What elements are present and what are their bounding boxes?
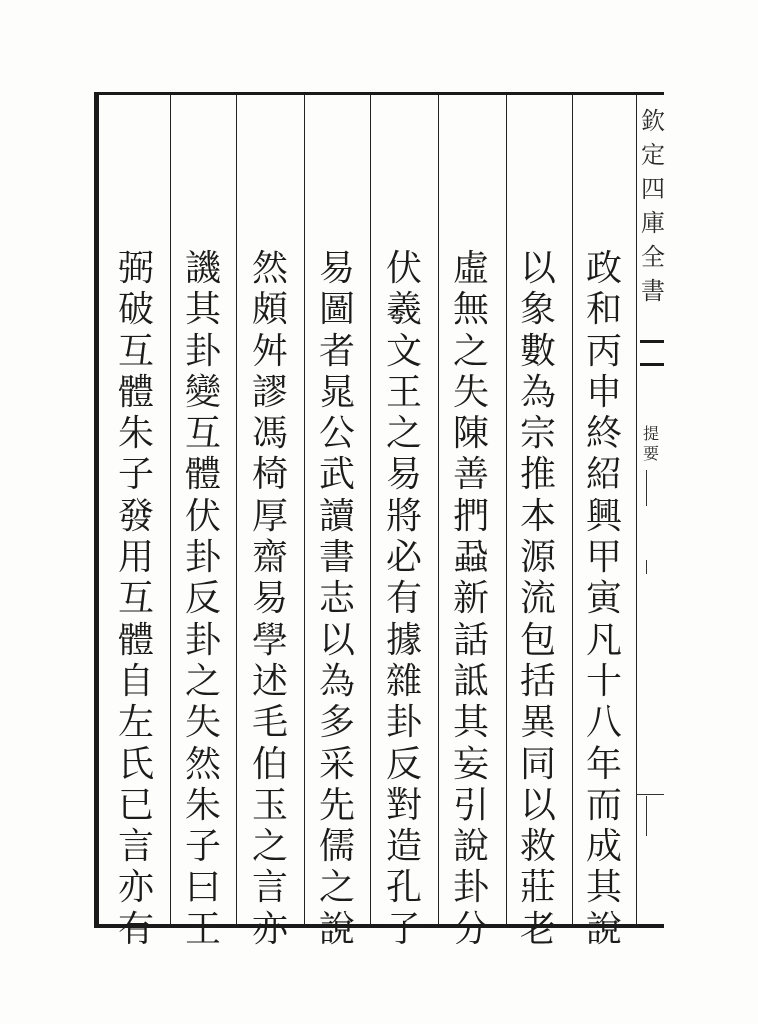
margin-title-char: 書: [641, 277, 665, 305]
column-char: 反: [184, 578, 221, 620]
text-column-3: [443, 248, 499, 950]
column-char: 詆: [452, 660, 489, 702]
margin-bottom-mark: [636, 794, 664, 795]
column-char: 救: [519, 826, 556, 868]
column-char: 甲: [585, 537, 622, 579]
margin-title-char: 定: [641, 141, 665, 169]
column-char: 先: [318, 784, 355, 826]
column-char: 以: [318, 619, 355, 661]
column-char: 之: [184, 660, 221, 702]
column-char: 體: [117, 619, 154, 661]
column-char: 據: [385, 619, 422, 661]
column-char: 子: [117, 454, 154, 496]
column-char: 毛: [251, 702, 288, 744]
column-rule: [506, 95, 507, 925]
column-char: 舛: [251, 330, 288, 372]
column-char: 括: [519, 660, 556, 702]
column-char: 對: [385, 784, 422, 826]
column-char: 其: [184, 289, 221, 331]
column-char: 學: [251, 619, 288, 661]
column-char: 十: [585, 660, 622, 702]
column-char: 分: [452, 908, 489, 950]
column-char: 妄: [452, 743, 489, 785]
column-rule: [304, 95, 305, 925]
column-char: 互: [117, 578, 154, 620]
column-char: 終: [585, 413, 622, 455]
column-char: 述: [251, 660, 288, 702]
column-char: 厚: [251, 495, 288, 537]
column-char: 說: [585, 908, 622, 950]
column-char: 齋: [251, 537, 288, 579]
column-rule: [636, 95, 637, 925]
column-char: 易: [318, 248, 355, 289]
column-char: 推: [519, 454, 556, 496]
column-char: 必: [385, 537, 422, 579]
column-rule: [572, 95, 573, 925]
column-char: 多: [318, 702, 355, 744]
column-char: 椅: [251, 454, 288, 496]
column-char: 雜: [385, 660, 422, 702]
column-char: 武: [318, 454, 355, 496]
text-column-8: [108, 248, 164, 950]
column-char: 體: [117, 371, 154, 413]
column-char: 采: [318, 743, 355, 785]
column-char: 陳: [452, 413, 489, 455]
column-char: 曰: [184, 867, 221, 909]
column-char: 圖: [318, 289, 355, 331]
column-char: 讀: [318, 495, 355, 537]
column-char: 孔: [385, 867, 422, 909]
column-char: 卦: [385, 702, 422, 744]
column-char: 本: [519, 495, 556, 537]
column-char: 將: [385, 495, 422, 537]
column-char: 亦: [117, 867, 154, 909]
column-char: 年: [585, 743, 622, 785]
column-char: 之: [251, 826, 288, 868]
column-char: 引: [452, 784, 489, 826]
column-char: 書: [318, 537, 355, 579]
text-column-2: [510, 248, 566, 950]
column-char: 志: [318, 578, 355, 620]
column-char: 伏: [385, 248, 422, 289]
column-char: 子: [184, 826, 221, 868]
column-char: 流: [519, 578, 556, 620]
column-char: 用: [117, 537, 154, 579]
text-column-5: [309, 248, 365, 950]
column-char: 和: [585, 289, 622, 331]
column-char: 蝨: [452, 537, 489, 579]
margin-label-char: 提: [642, 424, 659, 443]
column-char: 破: [117, 289, 154, 331]
margin-title-char: 欽: [641, 107, 665, 135]
column-char: 老: [519, 908, 556, 950]
column-char: 易: [251, 578, 288, 620]
column-char: 捫: [452, 495, 489, 537]
column-char: 莊: [519, 867, 556, 909]
column-char: 子: [385, 908, 422, 950]
column-char: 文: [385, 330, 422, 372]
column-rule: [236, 95, 237, 925]
text-column-6: [242, 248, 298, 950]
column-char: 譏: [184, 248, 221, 289]
column-char: 易: [385, 454, 422, 496]
margin-tick: [646, 796, 647, 836]
column-char: 體: [184, 454, 221, 496]
column-char: 王: [385, 371, 422, 413]
column-char: 朱: [184, 784, 221, 826]
margin-title-char: 全: [641, 243, 665, 271]
column-char: 丙: [585, 330, 622, 372]
column-char: 朱: [117, 413, 154, 455]
column-char: 說: [318, 908, 355, 950]
column-char: 馮: [251, 413, 288, 455]
column-char: 包: [519, 619, 556, 661]
column-char: 源: [519, 537, 556, 579]
column-char: 失: [184, 702, 221, 744]
column-char: 之: [452, 330, 489, 372]
column-char: 互: [184, 413, 221, 455]
column-char: 失: [452, 371, 489, 413]
column-rule: [170, 95, 171, 925]
column-char: 有: [117, 908, 154, 950]
column-char: 異: [519, 702, 556, 744]
column-char: 話: [452, 619, 489, 661]
column-char: 頗: [251, 289, 288, 331]
text-column-7: [175, 248, 231, 950]
column-char: 儒: [318, 826, 355, 868]
column-char: 言: [251, 867, 288, 909]
column-char: 凡: [585, 619, 622, 661]
column-char: 者: [318, 330, 355, 372]
column-char: 之: [318, 867, 355, 909]
column-char: 伏: [184, 495, 221, 537]
column-char: 晁: [318, 371, 355, 413]
margin-title-char: 庫: [641, 209, 665, 237]
column-char: 而: [585, 784, 622, 826]
column-char: 發: [117, 495, 154, 537]
column-char: 象: [519, 289, 556, 331]
text-column-4: [376, 248, 432, 950]
margin-label-char: 要: [642, 444, 659, 463]
column-char: 政: [585, 248, 622, 289]
column-char: 以: [519, 248, 556, 289]
column-char: 以: [519, 784, 556, 826]
column-char: 同: [519, 743, 556, 785]
column-char: 卦: [184, 537, 221, 579]
column-char: 然: [184, 743, 221, 785]
column-char: 弼: [117, 248, 154, 289]
fish-tail-mark: [640, 340, 664, 366]
margin-book-title: [638, 104, 668, 308]
column-char: 申: [585, 371, 622, 413]
column-char: 左: [117, 702, 154, 744]
column-char: 羲: [385, 289, 422, 331]
margin-tick: [646, 470, 647, 506]
column-char: 卦: [452, 867, 489, 909]
column-rule: [438, 95, 439, 925]
column-char: 互: [117, 330, 154, 372]
column-char: 反: [385, 743, 422, 785]
column-char: 公: [318, 413, 355, 455]
column-char: 為: [318, 660, 355, 702]
column-char: 紹: [585, 454, 622, 496]
column-char: 變: [184, 371, 221, 413]
column-char: 寅: [585, 578, 622, 620]
column-char: 之: [385, 413, 422, 455]
column-char: 造: [385, 826, 422, 868]
column-char: 八: [585, 702, 622, 744]
column-char: 其: [452, 702, 489, 744]
column-char: 有: [385, 578, 422, 620]
column-char: 氏: [117, 743, 154, 785]
margin-title-char: 四: [641, 175, 665, 203]
column-char: 已: [117, 784, 154, 826]
column-char: 玉: [251, 784, 288, 826]
column-char: 其: [585, 867, 622, 909]
column-char: 為: [519, 371, 556, 413]
column-char: 卦: [184, 330, 221, 372]
column-char: 無: [452, 289, 489, 331]
column-rule: [370, 95, 371, 925]
column-char: 宗: [519, 413, 556, 455]
column-char: 伯: [251, 743, 288, 785]
column-char: 卦: [184, 619, 221, 661]
column-char: 亦: [251, 908, 288, 950]
column-char: 興: [585, 495, 622, 537]
column-char: 虛: [452, 248, 489, 289]
column-char: 數: [519, 330, 556, 372]
margin-tick: [646, 560, 647, 574]
column-char: 言: [117, 826, 154, 868]
column-char: 然: [251, 248, 288, 289]
column-char: 善: [452, 454, 489, 496]
column-char: 謬: [251, 371, 288, 413]
column-char: 成: [585, 826, 622, 868]
column-char: 說: [452, 826, 489, 868]
column-char: 新: [452, 578, 489, 620]
margin-section-label: [640, 424, 662, 464]
column-char: 自: [117, 660, 154, 702]
column-char: 王: [184, 908, 221, 950]
text-column-1: [576, 248, 632, 950]
